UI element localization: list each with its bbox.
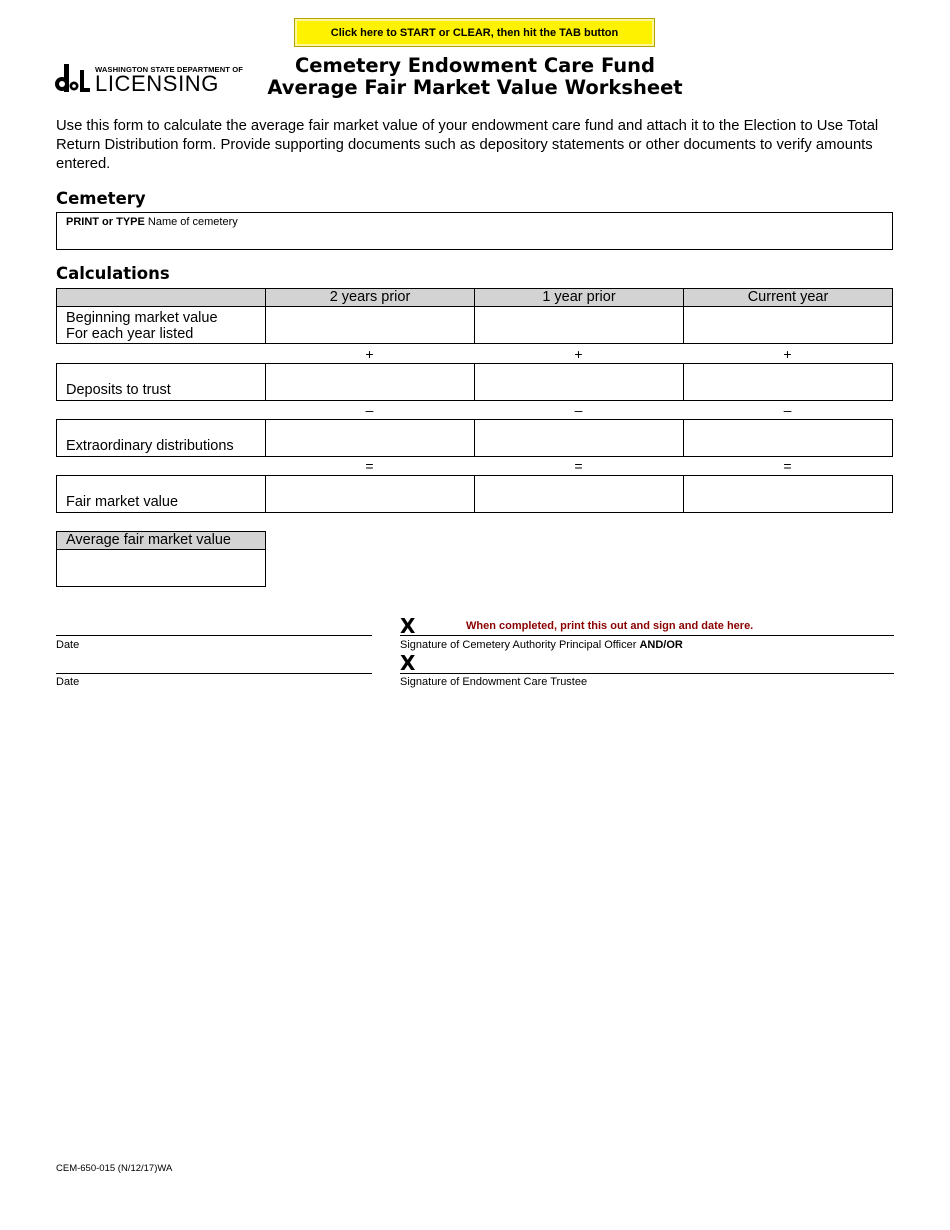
- fmv-current-year-field[interactable]: [683, 475, 893, 513]
- officer-signature-label: Signature of Cemetery Authority Principal Officer AND/OR: [400, 639, 683, 651]
- cemetery-name-field[interactable]: [56, 212, 893, 250]
- logo-department-text: WASHINGTON STATE DEPARTMENT OF: [95, 65, 243, 74]
- row-label-deposits-to-trust: Deposits to trust: [56, 363, 266, 401]
- date-label-1: Date: [56, 639, 80, 651]
- beginning-value-2-years-prior-input[interactable]: [265, 306, 475, 344]
- title-line-2: Average Fair Market Value Worksheet: [267, 76, 683, 99]
- date-label-2: Date: [56, 676, 80, 688]
- beginning-value-current-year-input[interactable]: [683, 306, 893, 344]
- fmv-2-years-prior-field[interactable]: [265, 475, 475, 513]
- col-header-2-years-prior: 2 years prior: [265, 288, 475, 307]
- deposits-2-years-prior-input[interactable]: [265, 363, 475, 401]
- distributions-current-year-input[interactable]: [683, 419, 893, 457]
- distributions-1-year-prior-input[interactable]: [474, 419, 684, 457]
- intro-paragraph: Use this form to calculate the average fair market value of your endowment care fund and attach it to the Election to Use Total Return Distribution form. Provide supporting documents such as depository statements or other documents to verify amounts entered.: [56, 118, 879, 172]
- signature-x-mark-icon: X: [400, 651, 416, 675]
- operator-equals: =: [574, 458, 583, 474]
- operator-minus: –: [365, 402, 374, 418]
- sign-instruction-note: When completed, print this out and sign and date here.: [466, 620, 754, 632]
- col-header-1-year-prior: 1 year prior: [474, 288, 684, 307]
- header-blank-cell: [56, 288, 266, 307]
- deposits-1-year-prior-input[interactable]: [474, 363, 684, 401]
- average-fmv-label: Average fair market value: [56, 531, 266, 550]
- operator-plus: +: [365, 346, 374, 362]
- cemetery-heading: Cemetery: [56, 189, 146, 208]
- beginning-value-1-year-prior-input[interactable]: [474, 306, 684, 344]
- dol-logo: [55, 62, 243, 96]
- row-label-extraordinary-distributions: Extraordinary distributions: [56, 419, 266, 457]
- operator-minus: –: [574, 402, 583, 418]
- operator-minus: –: [783, 402, 792, 418]
- operator-equals: =: [365, 458, 374, 474]
- operator-equals: =: [783, 458, 792, 474]
- row-label-beginning-market-value: Beginning market value For each year listed: [56, 306, 266, 344]
- logo-licensing-text: LICENSING: [95, 71, 219, 96]
- trustee-signature-line[interactable]: [400, 673, 894, 674]
- operator-plus: +: [783, 346, 792, 362]
- start-clear-button[interactable]: Click here to START or CLEAR, then hit the TAB button: [294, 18, 655, 47]
- calculations-heading: Calculations: [56, 264, 170, 283]
- col-header-current-year: Current year: [683, 288, 893, 307]
- row-label-fair-market-value: Fair market value: [56, 475, 266, 513]
- form-id: CEM-650-015 (N/12/17)WA: [56, 1163, 173, 1174]
- page-title: [230, 55, 720, 99]
- date-line-2[interactable]: [56, 673, 372, 674]
- distributions-2-years-prior-input[interactable]: [265, 419, 475, 457]
- signature-x-mark-icon: X: [400, 614, 416, 638]
- deposits-current-year-input[interactable]: [683, 363, 893, 401]
- title-line-1: Cemetery Endowment Care Fund: [294, 54, 656, 77]
- officer-signature-line[interactable]: [400, 635, 894, 636]
- dol-logo-mark-icon: [55, 62, 91, 94]
- operator-plus: +: [574, 346, 583, 362]
- date-line-1[interactable]: [56, 635, 372, 636]
- average-fmv-field[interactable]: [56, 549, 266, 587]
- trustee-signature-label: Signature of Endowment Care Trustee: [400, 676, 588, 688]
- cemetery-name-label: PRINT or TYPE Name of cemetery: [66, 216, 238, 228]
- fmv-1-year-prior-field[interactable]: [474, 475, 684, 513]
